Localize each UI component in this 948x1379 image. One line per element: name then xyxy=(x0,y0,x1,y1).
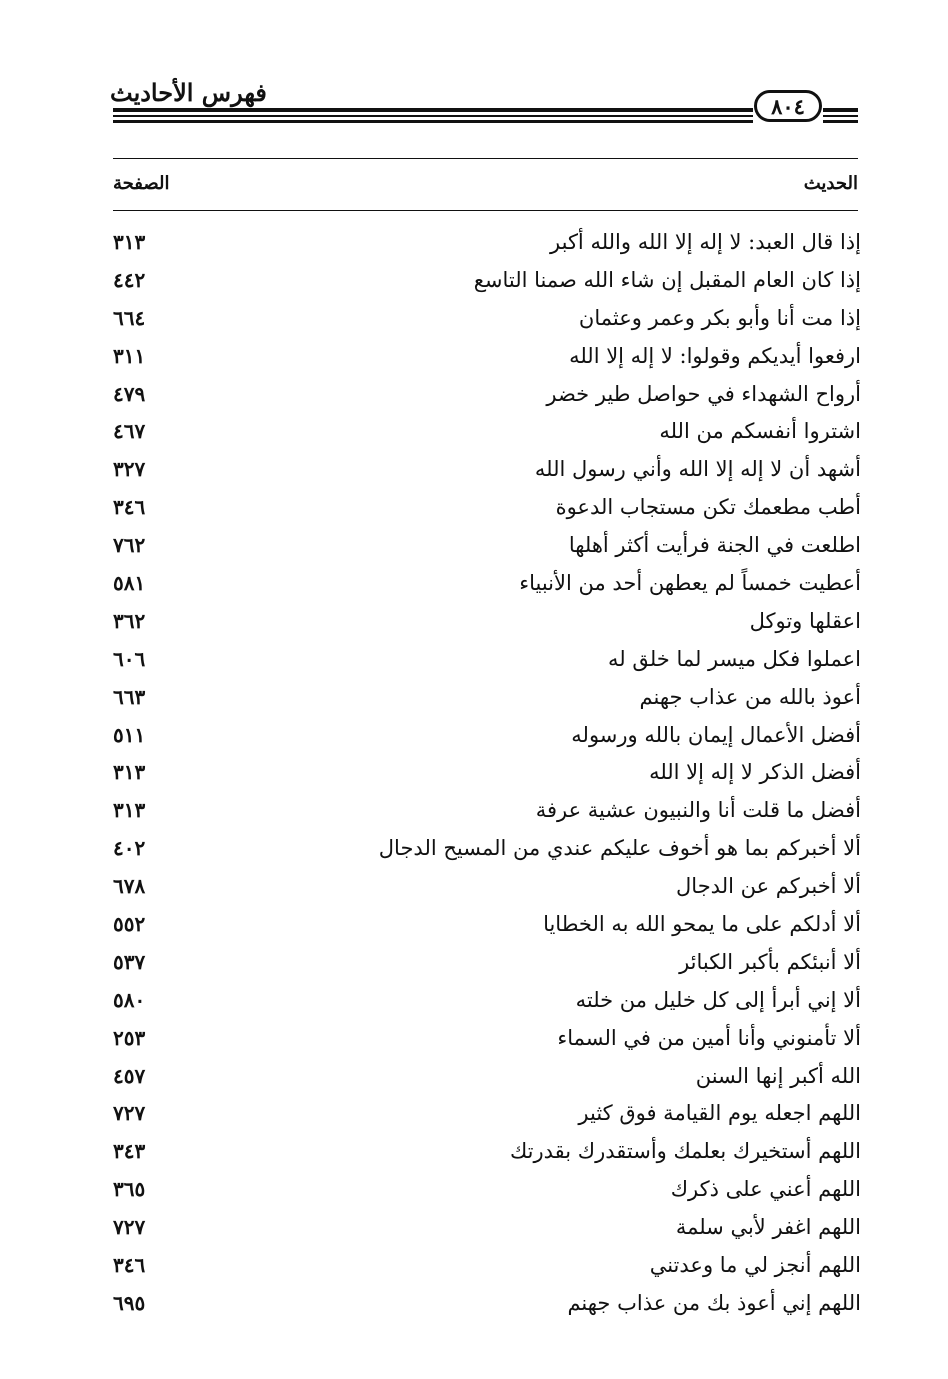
page-reference: ٤٠٢ xyxy=(113,836,146,861)
index-row xyxy=(113,943,861,981)
hadith-text: أعطيت خمساً لم يعطهن أحد من الأنبياء xyxy=(519,570,861,595)
hadith-text: أرواح الشهداء في حواصل طير خضر xyxy=(546,381,861,406)
index-row xyxy=(113,1170,861,1208)
index-row xyxy=(113,981,861,1019)
index-row xyxy=(113,299,861,337)
index-row xyxy=(113,829,861,867)
hadith-text: اللهم اجعله يوم القيامة فوق كثير xyxy=(578,1101,861,1126)
hadith-text: اعقلها وتوكل xyxy=(749,608,861,633)
index-row xyxy=(113,602,861,640)
page-number: ٨٠٤ xyxy=(771,93,805,119)
index-row xyxy=(113,261,861,299)
page-reference: ٣٤٦ xyxy=(113,1252,146,1277)
page-reference: ٥٨١ xyxy=(113,570,146,595)
page-number-badge xyxy=(754,90,822,122)
hadith-text: اللهم اغفر لأبي سلمة xyxy=(675,1215,861,1240)
hadith-text: اعملوا فكل ميسر لما خلق له xyxy=(607,646,861,671)
hadith-text: إذا كان العام المقبل إن شاء الله صمنا التاسع xyxy=(473,267,861,292)
hadith-text: أفضل الأعمال إيمان بالله ورسوله xyxy=(571,722,861,747)
page-reference: ٣١١ xyxy=(113,343,146,368)
hadith-text: الله أكبر إنها السنن xyxy=(695,1063,861,1088)
index-row xyxy=(113,1057,861,1095)
page-reference: ٧٢٧ xyxy=(113,1215,146,1240)
hadith-text: أفضل ما قلت أنا والنبيون عشية عرفة xyxy=(535,798,861,823)
hadith-text: أعوذ بالله من عذاب جهنم xyxy=(639,684,861,709)
page-reference: ٦٧٨ xyxy=(113,874,146,899)
index-row xyxy=(113,1284,861,1322)
header-rule-thin xyxy=(113,115,753,117)
index-row xyxy=(113,223,861,261)
index-row xyxy=(113,753,861,791)
hadith-text: أشهد أن لا إله إلا الله وأني رسول الله xyxy=(534,457,861,482)
hadith-text: اشتروا أنفسكم من الله xyxy=(659,419,861,444)
page-reference: ٣٢٧ xyxy=(113,457,146,482)
page-reference: ٤٥٧ xyxy=(113,1063,146,1088)
hadith-text: أطب مطعمك تكن مستجاب الدعوة xyxy=(555,495,861,520)
hadith-text: اللهم أنجز لي ما وعدتني xyxy=(649,1252,861,1277)
page-reference: ٣٦٢ xyxy=(113,608,146,633)
page-reference: ٥٣٧ xyxy=(113,949,146,974)
index-row xyxy=(113,640,861,678)
hadith-text: اللهم أستخيرك بعلمك وأستقدرك بقدرتك xyxy=(509,1139,861,1164)
page-reference: ٣١٣ xyxy=(113,760,146,785)
header-rule-thick xyxy=(113,108,753,112)
index-row xyxy=(113,678,861,716)
hadith-text: اطلعت في الجنة فرأيت أكثر أهلها xyxy=(568,533,861,558)
hadith-text: ألا تأمنوني وأنا أمين من في السماء xyxy=(557,1025,861,1050)
hadith-text: ألا أدلكم على ما يمحو الله به الخطايا xyxy=(543,911,861,936)
page-reference: ٥٥٢ xyxy=(113,911,146,936)
page-reference: ٢٥٣ xyxy=(113,1025,146,1050)
table-top-rule xyxy=(113,158,858,159)
page-reference: ٤٧٩ xyxy=(113,381,146,406)
hadith-text: ألا أخبركم عن الدجال xyxy=(676,874,861,899)
index-row xyxy=(113,1094,861,1132)
index-row xyxy=(113,564,861,602)
header-rule-right-2 xyxy=(823,115,858,117)
page-reference: ٧٦٢ xyxy=(113,533,146,558)
page-reference: ٣٤٦ xyxy=(113,495,146,520)
index-row xyxy=(113,867,861,905)
hadith-text: ارفعوا أيديكم وقولوا: لا إله إلا الله xyxy=(569,343,861,368)
hadith-text: ألا إني أبرأ إلى كل خليل من خلته xyxy=(575,987,861,1012)
index-row xyxy=(113,716,861,754)
index-row xyxy=(113,1208,861,1246)
index-row xyxy=(113,337,861,375)
index-row xyxy=(113,1132,861,1170)
index-row xyxy=(113,526,861,564)
hadith-text: ألا أخبركم بما هو أخوف عليكم عندي من المسيح الدجال xyxy=(378,836,861,861)
page-reference: ٣٤٣ xyxy=(113,1139,146,1164)
page-reference: ٦٠٦ xyxy=(113,646,146,671)
page-reference: ٦٦٤ xyxy=(113,305,146,330)
running-header-title: فهرس الأحاديث xyxy=(110,78,267,107)
page-reference: ٤٦٧ xyxy=(113,419,146,444)
index-row xyxy=(113,412,861,450)
header-rule-right-3 xyxy=(823,120,858,123)
page-reference: ٣١٣ xyxy=(113,798,146,823)
page-reference: ٧٢٧ xyxy=(113,1101,146,1126)
page-reference: ٦٩٥ xyxy=(113,1290,146,1315)
index-row xyxy=(113,488,861,526)
page-reference: ٥٨٠ xyxy=(113,987,146,1012)
page-reference: ٤٤٢ xyxy=(113,267,146,292)
page-reference: ٣١٣ xyxy=(113,229,146,254)
hadith-text: إذا قال العبد: لا إله إلا الله والله أكبر xyxy=(550,229,861,254)
hadith-index-list xyxy=(113,223,861,1322)
hadith-text: ألا أنبئكم بأكبر الكبائر xyxy=(679,949,861,974)
page-reference: ٦٦٣ xyxy=(113,684,146,709)
index-row xyxy=(113,1019,861,1057)
column-header-page: الصفحة xyxy=(113,173,170,194)
index-row xyxy=(113,450,861,488)
hadith-text: اللهم إني أعوذ بك من عذاب جهنم xyxy=(567,1290,861,1315)
header-rule-double xyxy=(113,120,753,123)
header-rule-right-1 xyxy=(823,108,858,112)
table-header-rule xyxy=(113,210,858,211)
page-reference: ٣٦٥ xyxy=(113,1177,146,1202)
page-reference: ٥١١ xyxy=(113,722,146,747)
index-row xyxy=(113,791,861,829)
hadith-text: اللهم أعني على ذكرك xyxy=(670,1177,861,1202)
column-header-hadith: الحديث xyxy=(803,173,858,194)
index-row xyxy=(113,905,861,943)
hadith-text: إذا مت أنا وأبو بكر وعمر وعثمان xyxy=(578,305,861,330)
index-row xyxy=(113,375,861,413)
index-row xyxy=(113,1246,861,1284)
hadith-text: أفضل الذكر لا إله إلا الله xyxy=(649,760,861,785)
